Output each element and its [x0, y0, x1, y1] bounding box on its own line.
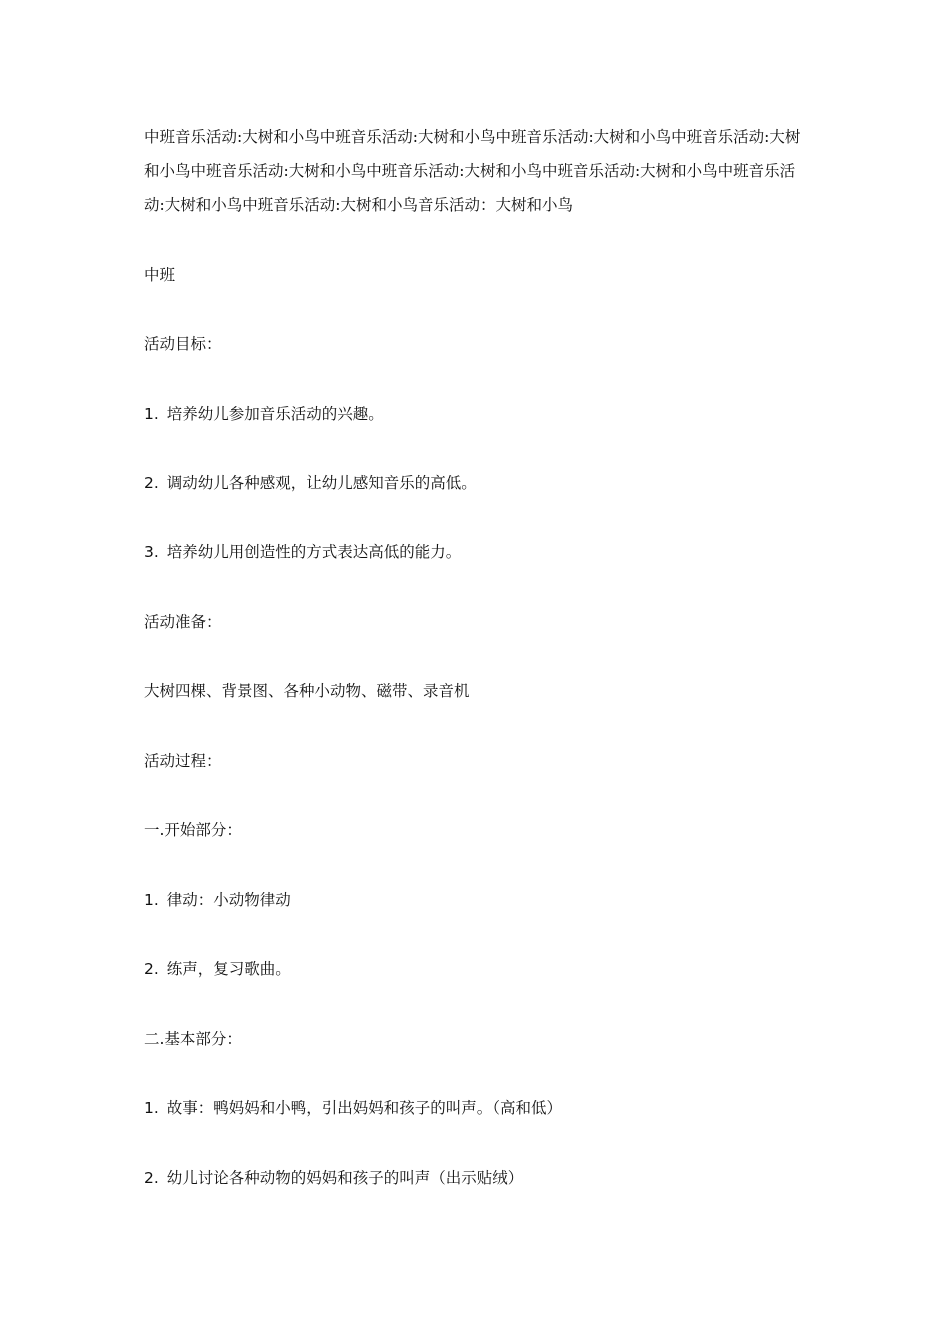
prep-heading: 活动准备：: [144, 613, 222, 631]
goal-item-text: 培养幼儿参加音乐活动的兴趣。: [166, 405, 384, 423]
goal-item-text: 培养幼儿用创造性的方式表达高低的能力。: [166, 543, 462, 561]
part1-item-text: 律动：小动物律动: [166, 891, 291, 909]
part2-heading: 二.基本部分：: [144, 1030, 242, 1048]
part1-item-2: [144, 957, 291, 981]
part2-item-text: 幼儿讨论各种动物的妈妈和孩子的叫声（出示贴绒）: [166, 1169, 524, 1187]
document-body: [144, 120, 814, 1187]
part2-item-2: [144, 1166, 523, 1190]
process-heading: 活动过程：: [144, 752, 222, 770]
part2-item-text: 故事：鸭妈妈和小鸭，引出妈妈和孩子的叫声。（高和低）: [166, 1099, 563, 1117]
part2-item-number: 2.: [144, 1169, 159, 1187]
part2-item-1: [144, 1096, 562, 1120]
class-label: 中班: [144, 266, 176, 284]
part1-heading: 一.开始部分：: [144, 821, 242, 839]
goals-heading: 活动目标：: [144, 335, 222, 353]
goal-item-number: 3.: [144, 543, 159, 561]
goal-item-3: [144, 540, 461, 564]
goal-item-1: [144, 402, 384, 426]
part1-item-1: [144, 888, 291, 912]
goal-item-number: 2.: [144, 474, 159, 492]
part1-item-number: 2.: [144, 960, 159, 978]
goal-item-text: 调动幼儿各种感观，让幼儿感知音乐的高低。: [166, 474, 477, 492]
part2-item-number: 1.: [144, 1099, 159, 1117]
prep-text: 大树四棵、背景图、各种小动物、磁带、录音机: [144, 682, 470, 700]
goal-item-2: [144, 471, 477, 495]
part1-item-text: 练声，复习歌曲。: [166, 960, 291, 978]
part1-item-number: 1.: [144, 891, 159, 909]
goal-item-number: 1.: [144, 405, 159, 423]
header-paragraph: 中班音乐活动:大树和小鸟中班音乐活动:大树和小鸟中班音乐活动:大树和小鸟中班音乐活动:大树和小鸟中班音乐活动:大树和小鸟中班音乐活动:大树和小鸟中班音乐活动:大树和小鸟中班音乐活动:大树和小鸟中班音乐活动:大树和小鸟音乐活动：大树和小鸟: [144, 128, 801, 214]
